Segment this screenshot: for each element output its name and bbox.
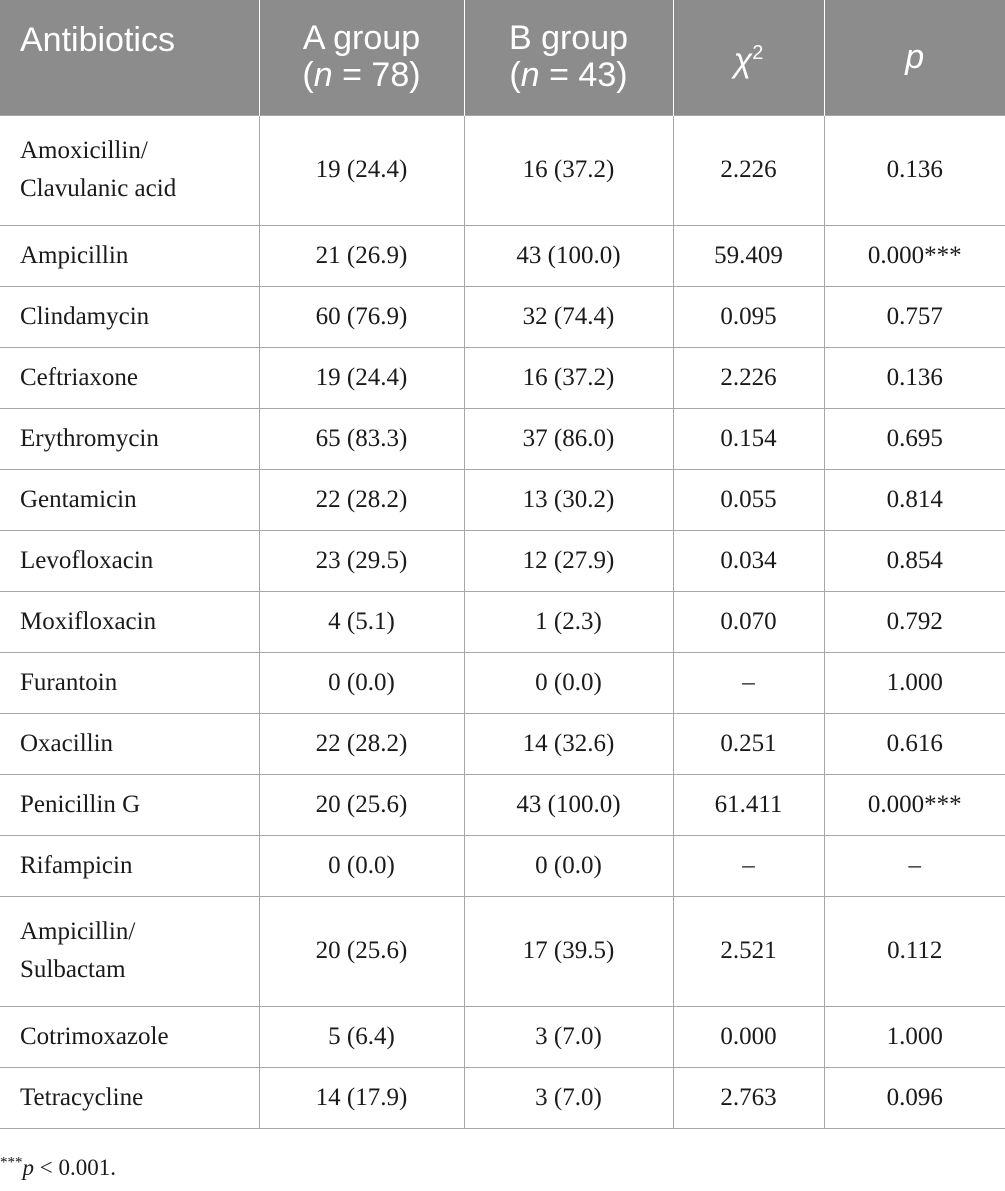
a-group-cell: 23 (29.5) bbox=[259, 530, 464, 591]
p-value-cell: 0.695 bbox=[824, 408, 1005, 469]
chi-square-cell: 0.055 bbox=[673, 469, 824, 530]
antibiotic-name-cell: Rifampicin bbox=[0, 835, 259, 896]
a-group-cell: 5 (6.4) bbox=[259, 1006, 464, 1067]
p-value-cell: 0.000*** bbox=[824, 225, 1005, 286]
table-row bbox=[0, 115, 1005, 225]
table-row bbox=[0, 225, 1005, 286]
antibiotic-name-cell: Oxacillin bbox=[0, 713, 259, 774]
b-group-cell: 16 (37.2) bbox=[464, 347, 673, 408]
chi-square-cell: 0.251 bbox=[673, 713, 824, 774]
chi-square-cell: 0.000 bbox=[673, 1006, 824, 1067]
antibiotic-name-cell: Erythromycin bbox=[0, 408, 259, 469]
p-value-cell: 0.792 bbox=[824, 591, 1005, 652]
chi-square-cell: 2.763 bbox=[673, 1067, 824, 1128]
b-group-cell: 1 (2.3) bbox=[464, 591, 673, 652]
b-group-cell: 14 (32.6) bbox=[464, 713, 673, 774]
table-header bbox=[0, 0, 1005, 115]
p-value-cell: – bbox=[824, 835, 1005, 896]
header-chi-square: $\chi^2$ bbox=[673, 0, 824, 115]
a-group-cell: 0 (0.0) bbox=[259, 652, 464, 713]
antibiotic-name-cell: Furantoin bbox=[0, 652, 259, 713]
table-row bbox=[0, 408, 1005, 469]
b-group-cell: 37 (86.0) bbox=[464, 408, 673, 469]
antibiotic-name-cell: Moxifloxacin bbox=[0, 591, 259, 652]
b-group-cell: 13 (30.2) bbox=[464, 469, 673, 530]
header-row bbox=[0, 0, 1005, 115]
chi-square-cell: 0.070 bbox=[673, 591, 824, 652]
p-value-cell: 0.854 bbox=[824, 530, 1005, 591]
chi-square-cell: 2.521 bbox=[673, 896, 824, 1006]
table-row bbox=[0, 530, 1005, 591]
p-value-cell: 0.757 bbox=[824, 286, 1005, 347]
p-value-cell: 0.096 bbox=[824, 1067, 1005, 1128]
chi-square-cell: 2.226 bbox=[673, 347, 824, 408]
antibiotic-name-cell: Cotrimoxazole bbox=[0, 1006, 259, 1067]
p-value-cell: 0.814 bbox=[824, 469, 1005, 530]
p-value-cell: 0.136 bbox=[824, 115, 1005, 225]
antibiotic-name-cell: Levofloxacin bbox=[0, 530, 259, 591]
table-body bbox=[0, 115, 1005, 1128]
chi-square-cell: 59.409 bbox=[673, 225, 824, 286]
b-group-cell: 32 (74.4) bbox=[464, 286, 673, 347]
p-value-cell: 0.112 bbox=[824, 896, 1005, 1006]
table-row bbox=[0, 896, 1005, 1006]
chi-square-cell: – bbox=[673, 652, 824, 713]
b-group-cell: 3 (7.0) bbox=[464, 1067, 673, 1128]
table-row bbox=[0, 1067, 1005, 1128]
chi-square-cell: 0.154 bbox=[673, 408, 824, 469]
a-group-cell: 14 (17.9) bbox=[259, 1067, 464, 1128]
a-group-cell: 20 (25.6) bbox=[259, 774, 464, 835]
p-value-cell: 1.000 bbox=[824, 1006, 1005, 1067]
a-group-cell: 21 (26.9) bbox=[259, 225, 464, 286]
antibiotic-name-cell: Ceftriaxone bbox=[0, 347, 259, 408]
a-group-cell: 0 (0.0) bbox=[259, 835, 464, 896]
p-value-cell: 0.616 bbox=[824, 713, 1005, 774]
chi-square-cell: 0.095 bbox=[673, 286, 824, 347]
a-group-cell: 19 (24.4) bbox=[259, 347, 464, 408]
header-b-group bbox=[464, 0, 673, 115]
table-row bbox=[0, 469, 1005, 530]
antibiotic-name-cell: Ampicillin/ Sulbactam bbox=[0, 896, 259, 1006]
table-row bbox=[0, 591, 1005, 652]
header-p-value: p bbox=[824, 0, 1005, 115]
a-group-cell: 20 (25.6) bbox=[259, 896, 464, 1006]
chi-square-cell: – bbox=[673, 835, 824, 896]
b-group-cell: 0 (0.0) bbox=[464, 652, 673, 713]
footnote: ***p < 0.001. bbox=[0, 1154, 116, 1180]
antibiotic-name-cell: Gentamicin bbox=[0, 469, 259, 530]
p-value-cell: 0.000*** bbox=[824, 774, 1005, 835]
header-b-group-label: B group bbox=[508, 19, 629, 58]
p-value-cell: 1.000 bbox=[824, 652, 1005, 713]
a-group-cell: 22 (28.2) bbox=[259, 469, 464, 530]
header-a-group-n: (n = 78) bbox=[302, 56, 421, 95]
a-group-cell: 60 (76.9) bbox=[259, 286, 464, 347]
a-group-cell: 4 (5.1) bbox=[259, 591, 464, 652]
b-group-cell: 43 (100.0) bbox=[464, 225, 673, 286]
table-row bbox=[0, 713, 1005, 774]
table-row bbox=[0, 774, 1005, 835]
table-row bbox=[0, 652, 1005, 713]
table-row bbox=[0, 1006, 1005, 1067]
a-group-cell: 65 (83.3) bbox=[259, 408, 464, 469]
antibiotic-name-cell: Clindamycin bbox=[0, 286, 259, 347]
b-group-cell: 16 (37.2) bbox=[464, 115, 673, 225]
a-group-cell: 22 (28.2) bbox=[259, 713, 464, 774]
b-group-cell: 43 (100.0) bbox=[464, 774, 673, 835]
b-group-cell: 17 (39.5) bbox=[464, 896, 673, 1006]
b-group-cell: 3 (7.0) bbox=[464, 1006, 673, 1067]
table-row bbox=[0, 347, 1005, 408]
header-antibiotics: Antibiotics bbox=[0, 0, 259, 115]
a-group-cell: 19 (24.4) bbox=[259, 115, 464, 225]
table-row bbox=[0, 286, 1005, 347]
antibiotic-name-cell: Ampicillin bbox=[0, 225, 259, 286]
antibiotic-name-cell: Tetracycline bbox=[0, 1067, 259, 1128]
b-group-cell: 0 (0.0) bbox=[464, 835, 673, 896]
header-b-group-n: (n = 43) bbox=[509, 56, 628, 95]
p-value-cell: 0.136 bbox=[824, 347, 1005, 408]
chi-square-cell: 2.226 bbox=[673, 115, 824, 225]
header-a-group bbox=[259, 0, 464, 115]
antibiotic-name-cell: Penicillin G bbox=[0, 774, 259, 835]
antibiotic-name-cell: Amoxicillin/ Clavulanic acid bbox=[0, 115, 259, 225]
chi-square-cell: 61.411 bbox=[673, 774, 824, 835]
chi-square-cell: 0.034 bbox=[673, 530, 824, 591]
table-row bbox=[0, 835, 1005, 896]
b-group-cell: 12 (27.9) bbox=[464, 530, 673, 591]
header-a-group-label: A group bbox=[302, 19, 421, 58]
